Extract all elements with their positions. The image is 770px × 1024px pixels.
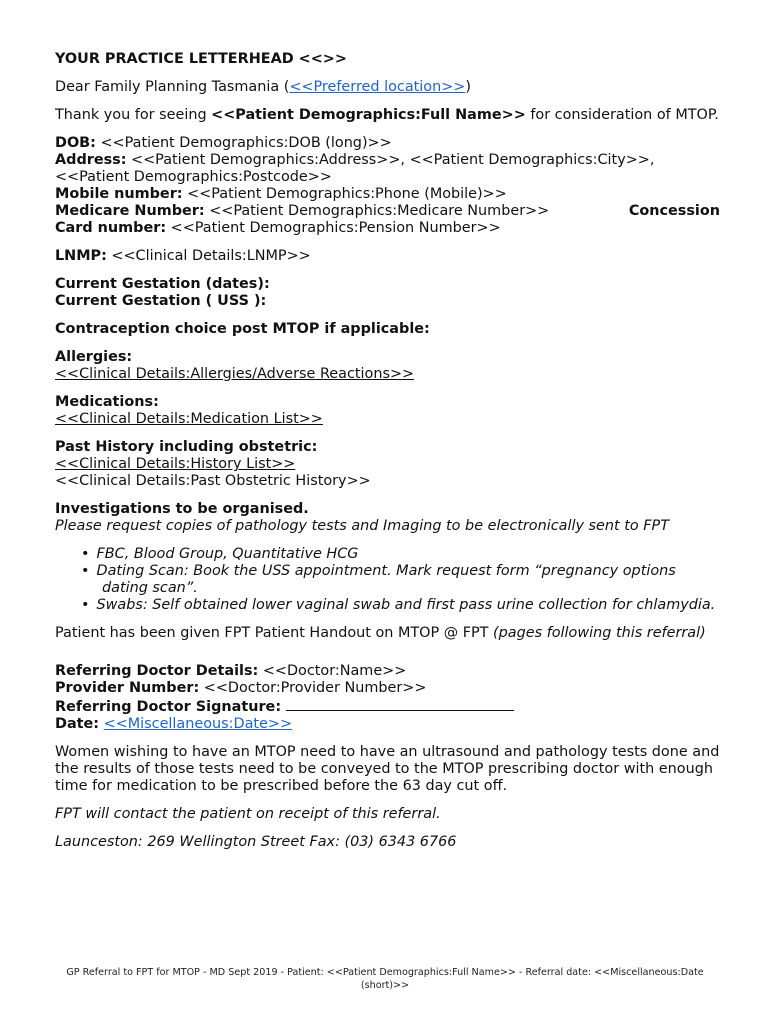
past-history-label: Past History including obstetric:	[55, 439, 318, 455]
doctor-details-line: Referring Doctor Details: <<Doctor:Name>>	[55, 663, 407, 679]
preferred-location-link[interactable]: <<Preferred location>>	[289, 79, 466, 95]
investigations-label: Investigations to be organised.	[55, 501, 309, 517]
card-number-line: Card number: <<Patient Demographics:Pension Number>>	[55, 220, 501, 236]
dob-line: DOB: <<Patient Demographics:DOB (long)>>	[55, 135, 392, 151]
history-list-value: <<Clinical Details:History List>>	[55, 456, 296, 472]
allergies-value: <<Clinical Details:Allergies/Adverse Reactions>>	[55, 366, 415, 382]
signature-line: Referring Doctor Signature:	[55, 697, 720, 716]
date-line: Date: <<Miscellaneous:Date>>	[55, 716, 293, 732]
date-link[interactable]: <<Miscellaneous:Date>>	[103, 716, 293, 732]
investigations-note: Please request copies of pathology tests and Imaging to be electronically sent to FPT	[55, 518, 669, 534]
medications-label: Medications:	[55, 394, 159, 410]
intro-paragraph: Thank you for seeing <<Patient Demographics:Full Name>> for consideration of MTOP.	[55, 107, 719, 123]
list-item: • Dating Scan: Book the USS appointment. Mark request form “pregnancy options dating scan”.	[55, 563, 720, 597]
contact-note: FPT will contact the patient on receipt of this referral.	[55, 806, 441, 822]
list-item: • Swabs: Self obtained lower vaginal swab and first pass urine collection for chlamydia.	[55, 597, 720, 614]
gestation-dates-line: Current Gestation (dates):	[55, 276, 270, 292]
provider-number-line: Provider Number: <<Doctor:Provider Number>>	[55, 680, 427, 696]
mobile-line: Mobile number: <<Patient Demographics:Phone (Mobile)>>	[55, 186, 507, 202]
signature-field[interactable]	[286, 697, 514, 711]
address-line: Address: <<Patient Demographics:Address>>, <<Patient Demographics:City>>, <<Patient Demographics:Postcode>>	[55, 152, 655, 185]
investigations-list	[55, 546, 720, 614]
list-item: • FBC, Blood Group, Quantitative HCG	[55, 546, 720, 563]
handout-line: Patient has been given FPT Patient Handout on MTOP @ FPT (pages following this referral)	[55, 625, 706, 641]
patient-full-name: <<Patient Demographics:Full Name>>	[211, 107, 526, 123]
page-footer: GP Referral to FPT for MTOP - MD Sept 2019 - Patient: <<Patient Demographics:Full Name>> - Referral date: <<Miscellaneous:Date (short)>>	[66, 967, 704, 991]
gestation-uss-line: Current Gestation ( USS ):	[55, 293, 267, 309]
contraception-line: Contraception choice post MTOP if applicable:	[55, 321, 430, 337]
concession-label: Concession	[628, 203, 720, 219]
lnmp-line: LNMP: <<Clinical Details:LNMP>>	[55, 248, 311, 264]
medications-value: <<Clinical Details:Medication List>>	[55, 411, 323, 427]
obstetric-history-value: <<Clinical Details:Past Obstetric History>>	[55, 473, 371, 489]
letter-body	[55, 51, 720, 851]
launceston-address: Launceston: 269 Wellington Street Fax: (03) 6343 6766	[55, 834, 457, 850]
info-paragraph: Women wishing to have an MTOP need to have an ultrasound and pathology tests done and the results of those tests need to be conveyed to the MTOP prescribing doctor with enough time for medication to be prescribed before the 63 day cut off.	[55, 744, 720, 794]
medicare-line: Medicare Number: <<Patient Demographics:Medicare Number>> Concession	[55, 203, 720, 219]
letterhead: YOUR PRACTICE LETTERHEAD <<>>	[55, 51, 347, 67]
salutation: Dear Family Planning Tasmania (<<Preferred location>>)	[55, 79, 471, 95]
allergies-label: Allergies:	[55, 349, 133, 365]
